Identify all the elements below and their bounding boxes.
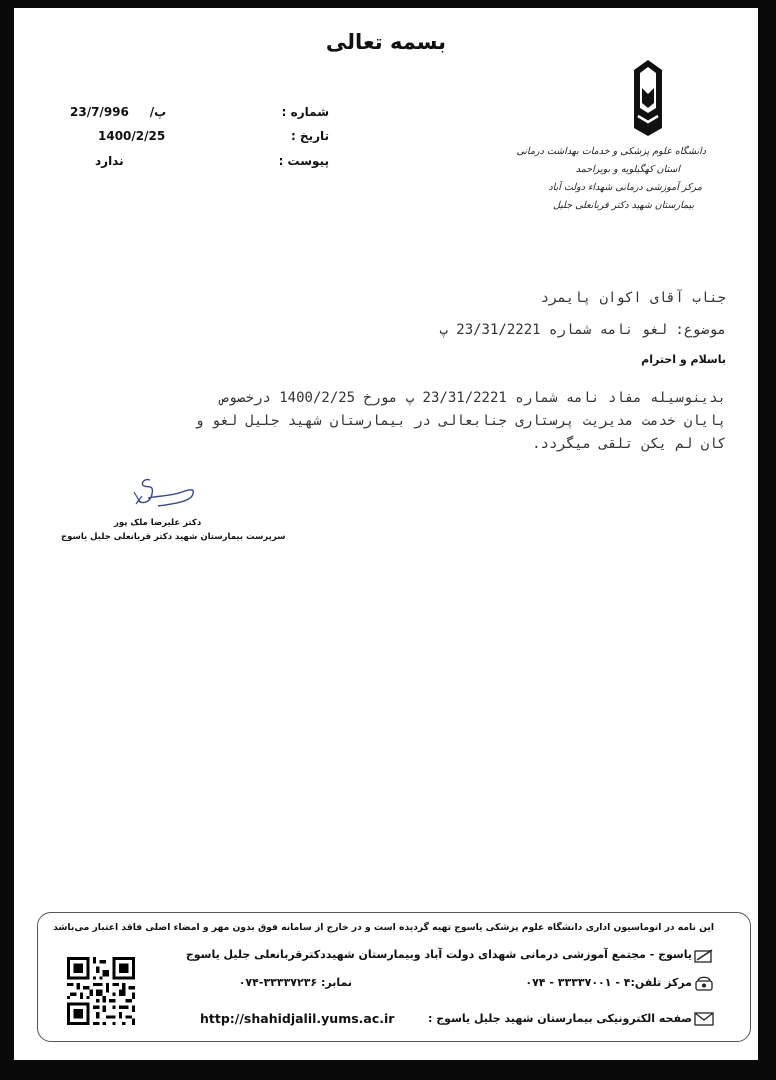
org-line-university: دانشگاه علوم پزشکی و خدمات بهداشت درمانی: [516, 146, 706, 157]
body-line-3: کان لم یکن تلقی میگردد.: [532, 436, 726, 452]
number-value: 23/7/996 /پ: [70, 105, 167, 119]
footer-disclaimer: این نامه در اتوماسیون اداری دانشگاه علوم پزشکی یاسوج تهیه گردیده است و در خارج از سامانه فوق بدون مهر و امضاء اصلی فاقد اعتبار می‌باشد: [53, 922, 714, 933]
org-line-hospital: بیمارستان شهید دکتر قربانعلی جلیل: [552, 200, 694, 211]
recipient-line: جناب آقای اکوان پایمرد: [540, 290, 726, 306]
subject-line: موضوع: لغو نامه شماره 23/31/2221 پ: [439, 322, 726, 338]
number-label: شماره :: [281, 105, 329, 119]
footer-fax: نمابر: ۳۳۳۳۷۲۳۶-۰۷۴: [238, 976, 352, 989]
attachment-value: ندارد: [95, 154, 124, 168]
signature-image: [122, 474, 200, 518]
qr-code-image: [66, 957, 136, 1025]
phone-icon: [694, 975, 714, 991]
org-line-center: مرکز آموزشی درمانی شهداء دولت آباد: [548, 182, 702, 193]
signatory-name: دکتر علیرضا ملک پور: [114, 518, 202, 528]
date-value: 1400/2/25: [98, 129, 166, 143]
footer-website-url[interactable]: http://shahidjalil.yums.ac.ir: [200, 1011, 395, 1026]
body-line-1: بدینوسیله مفاد نامه شماره 23/31/2221 پ مورخ 1400/2/25 درخصوص: [220, 390, 726, 406]
bismillah-heading: بسمه تعالی: [325, 30, 447, 54]
greeting-line: باسلام و احترام: [641, 353, 726, 366]
date-label: تاریخ :: [290, 129, 329, 143]
org-line-province: استان کهگیلویه و بویراحمد: [575, 164, 680, 175]
footer-phone: مرکز تلفن:۴ - ۳۳۳۳۷۰۰۱ - ۰۷۴: [525, 976, 692, 989]
university-logo-icon: [628, 58, 668, 138]
attachment-label: پیوست :: [278, 154, 329, 168]
body-line-2: پایان خدمت مدیریت پرستاری جنابعالی در بیمارستان شهید جلیل لغو و: [194, 413, 726, 429]
footer-address: یاسوج - مجتمع آموزشی درمانی شهدای دولت آباد وبیمارستان شهیددکترقربانعلی جلیل یاسوج: [185, 948, 692, 961]
email-envelope-icon: [694, 1011, 714, 1027]
footer-website-label: صفحه الکترونیکی بیمارستان شهید جلیل یاسوج :: [428, 1012, 692, 1025]
letter-page: [14, 8, 758, 1060]
pen-envelope-icon: [694, 948, 714, 964]
signatory-title: سرپرست بیمارستان شهید دکتر قربانعلی جلیل یاسوج: [61, 532, 286, 542]
